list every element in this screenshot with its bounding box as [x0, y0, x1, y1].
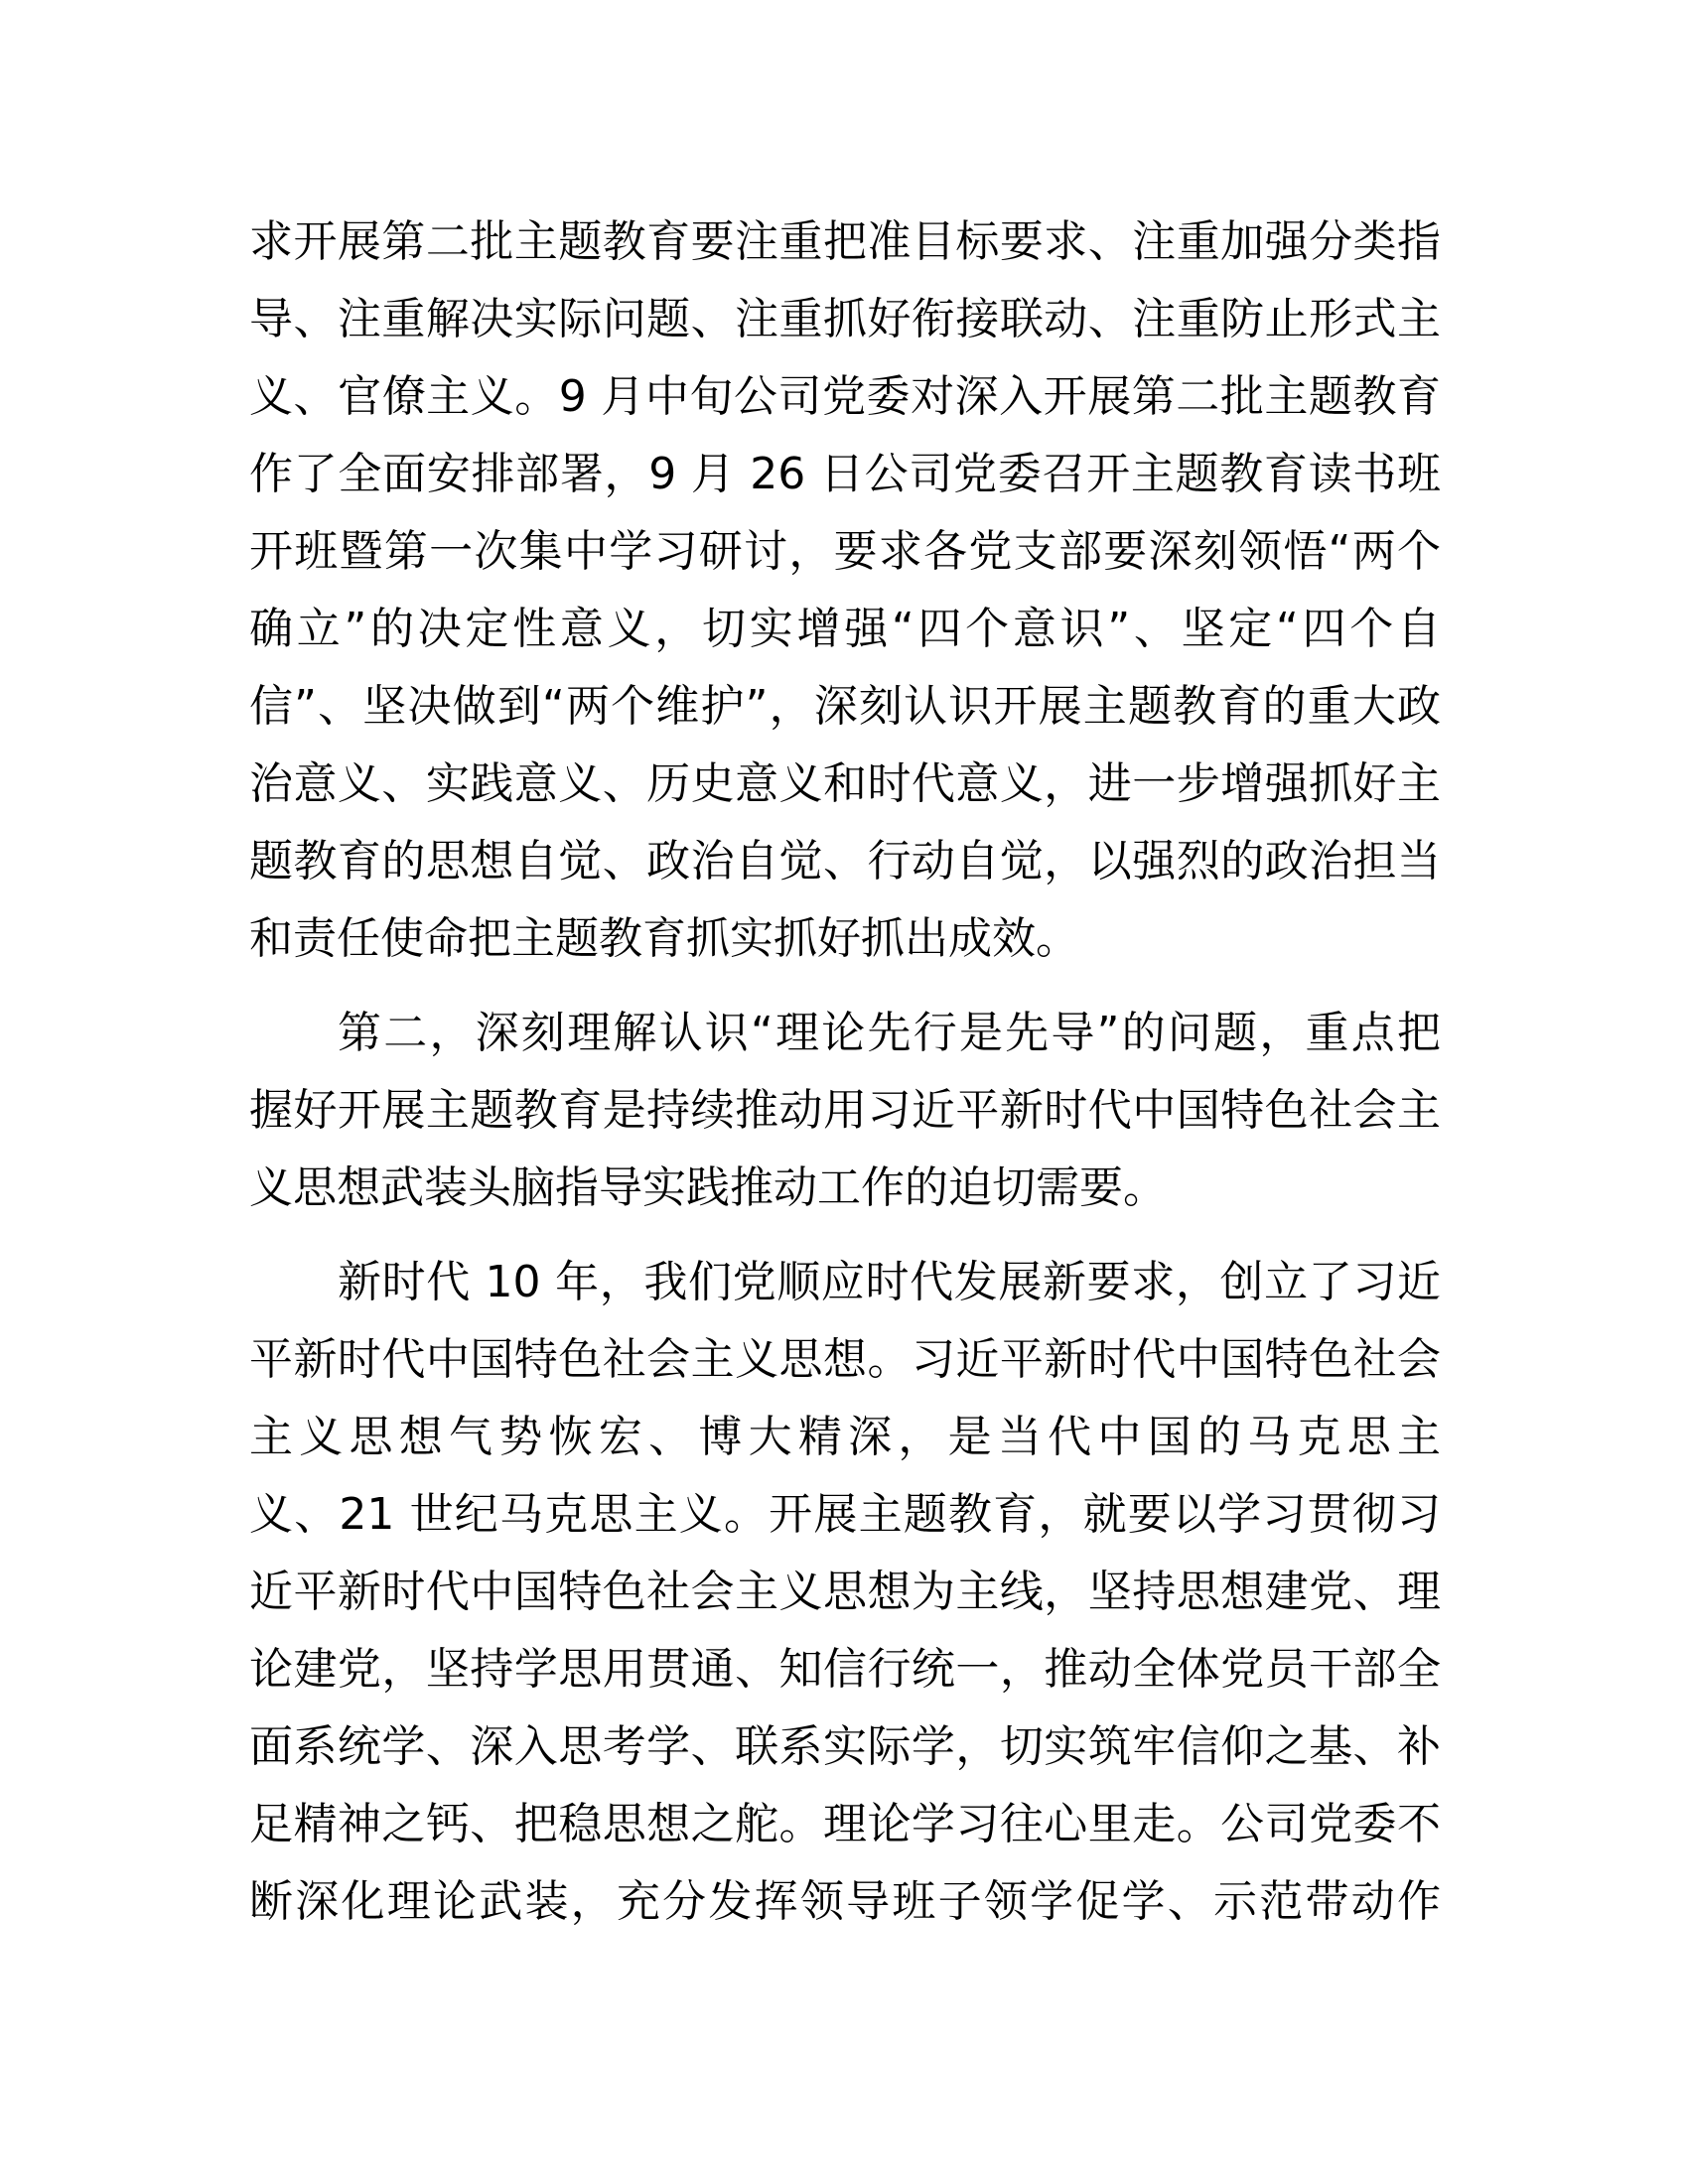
text-line: 义、官僚主义。9 月中旬公司党委对深入开展第二批主题教育	[249, 371, 1441, 422]
text-line: 治意义、实践意义、历史意义和时代意义，进一步增强抓好主	[249, 758, 1441, 809]
text-line: 开班暨第一次集中学习研讨，要求各党支部要深刻领悟“两个	[249, 526, 1441, 577]
text-line: 题教育的思想自觉、政治自觉、行动自觉，以强烈的政治担当	[249, 836, 1441, 887]
text-line: 作了全面安排部署，9 月 26 日公司党委召开主题教育读书班	[249, 449, 1441, 499]
text-line: 足精神之钙、把稳思想之舵。理论学习往心里走。公司党委不	[249, 1799, 1441, 1849]
text-line: 近平新时代中国特色社会主义思想为主线，坚持思想建党、理	[249, 1567, 1441, 1617]
text-line: 求开展第二批主题教育要注重把准目标要求、注重加强分类指	[249, 216, 1441, 267]
text-line: 新时代 10 年，我们党顺应时代发展新要求，创立了习近	[338, 1257, 1441, 1307]
text-line: 导、注重解决实际问题、注重抓好衔接联动、注重防止形式主	[249, 294, 1441, 344]
text-line: 握好开展主题教育是持续推动用习近平新时代中国特色社会主	[249, 1085, 1441, 1136]
text-line: 面系统学、深入思考学、联系实际学，切实筑牢信仰之基、补	[249, 1721, 1441, 1772]
text-line: 论建党，坚持学思用贯通、知信行统一，推动全体党员干部全	[249, 1644, 1441, 1695]
paragraph-3	[249, 1244, 1441, 1941]
document-page	[249, 204, 1441, 1958]
text-line: 确立”的决定性意义，切实增强“四个意识”、坚定“四个自	[249, 604, 1441, 654]
text-line: 信”、坚决做到“两个维护”，深刻认识开展主题教育的重大政	[249, 681, 1441, 732]
text-line: 第二，深刻理解认识“理论先行是先导”的问题，重点把	[338, 1008, 1441, 1058]
paragraph-2	[249, 995, 1441, 1227]
text-line: 和责任使命把主题教育抓实抓好抓出成效。	[249, 913, 1079, 964]
text-line: 义、21 世纪马克思主义。开展主题教育，就要以学习贯彻习	[249, 1489, 1441, 1540]
text-line: 义思想武装头脑指导实践推动工作的迫切需要。	[249, 1162, 1167, 1213]
paragraph-1	[249, 204, 1441, 978]
text-line: 平新时代中国特色社会主义思想。习近平新时代中国特色社会	[249, 1334, 1441, 1385]
text-line: 主义思想气势恢宏、博大精深，是当代中国的马克思主	[249, 1412, 1441, 1462]
text-line: 断深化理论武装，充分发挥领导班子领学促学、示范带动作	[249, 1876, 1441, 1927]
